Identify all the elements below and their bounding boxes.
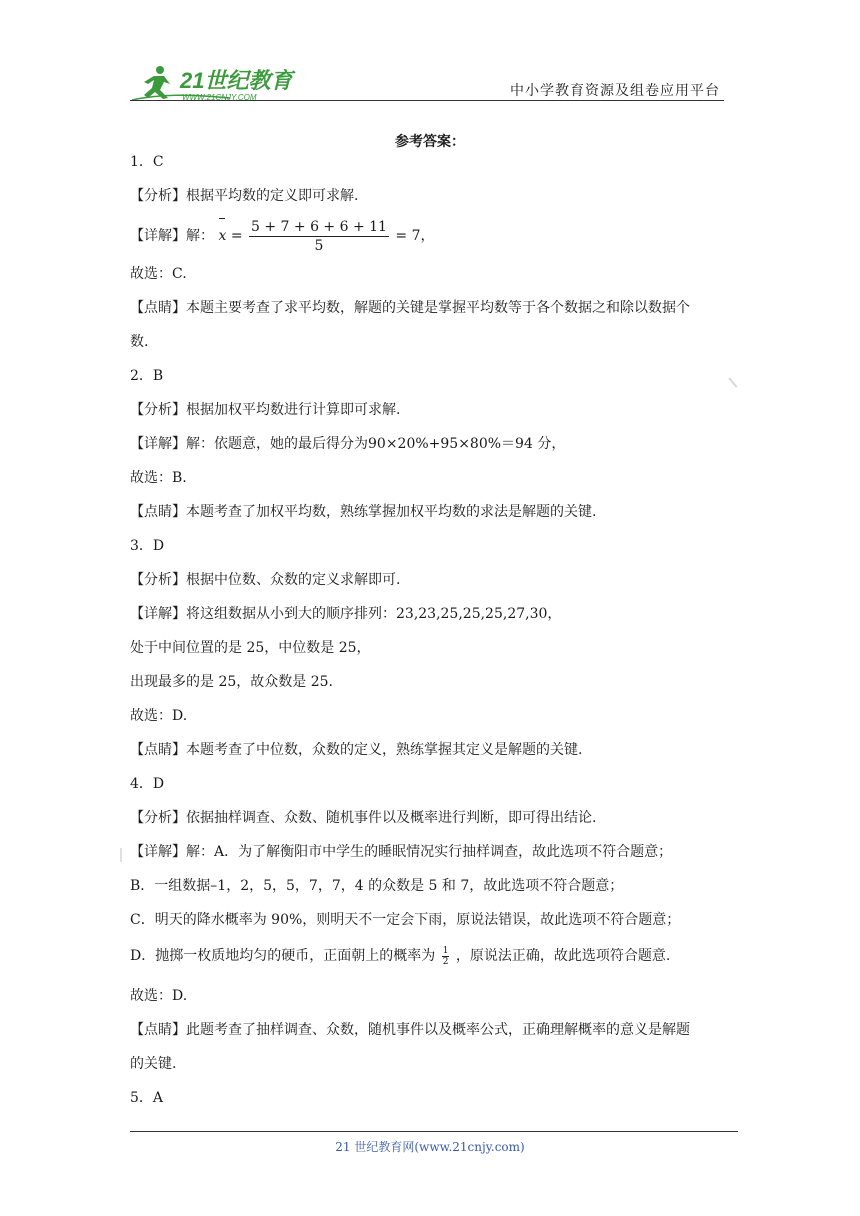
header-rule [130, 100, 724, 101]
q1-fraction-numerator: 5 + 7 + 6 + 6 + 11 [251, 218, 387, 235]
q2-comment: 【点睛】本题考查了加权平均数，熟练掌握加权平均数的求法是解题的关键. [130, 504, 597, 520]
q2-analysis: 【分析】根据加权平均数进行计算即可求解. [130, 402, 401, 418]
platform-name: 中小学教育资源及组卷应用平台 [510, 83, 720, 99]
q3-analysis: 【分析】根据中位数、众数的定义求解即可. [130, 572, 401, 588]
q3-choice: 故选：D. [130, 708, 188, 724]
q2-detail: 【详解】解：依题意，她的最后得分为90×20%+95×80%＝94 分， [130, 436, 566, 452]
q3-detail-mode: 出现最多的是 25，故众数是 25. [130, 674, 333, 690]
q1-detail [130, 216, 435, 256]
q1-detail-suffix: = 7， [395, 228, 435, 244]
q4-answer: 4．D [130, 776, 165, 792]
runner-logo-icon [130, 60, 320, 102]
logo [130, 60, 320, 102]
scan-mark [120, 848, 122, 862]
q4-analysis: 【分析】依据抽样调查、众数、随机事件以及概率进行判断，即可得出结论. [130, 810, 597, 826]
footer-rule [130, 1131, 738, 1132]
q4-detail-d [130, 942, 670, 970]
q3-comment: 【点睛】本题考查了中位数，众数的定义，熟练掌握其定义是解题的关键. [130, 742, 583, 758]
q4-choice: 故选：D. [130, 988, 188, 1004]
q4-fraction-denominator: 2 [442, 956, 449, 967]
q2-answer: 2．B [130, 368, 164, 384]
q4-comment: 【点睛】此题考查了抽样调查、众数，随机事件以及概率公式，正确理解概率的意义是解题 [130, 1022, 690, 1038]
q1-answer: 1．C [130, 154, 164, 170]
q4-detail-b: B．一组数据–1，2，5，5，7，7，4 的众数是 5 和 7，故此选项不符合题意； [130, 878, 624, 894]
svg-text:21世纪教育: 21世纪教育 [180, 68, 293, 93]
q1-fraction [249, 218, 389, 255]
q4-detail-d-prefix: D．抛掷一枚质地均匀的硬币，正面朝上的概率为 [130, 948, 436, 964]
q4-detail-d-suffix: ，原说法正确，故此选项符合题意. [455, 948, 671, 964]
svg-text:WWW.21CNJY.COM: WWW.21CNJY.COM [182, 93, 257, 102]
q4-comment-cont: 的关键. [130, 1056, 177, 1072]
scan-mark [728, 372, 743, 388]
page-footer: 21 世纪教育网(www.21cnjy.com) [335, 1140, 525, 1154]
q3-detail: 【详解】将这组数据从小到大的顺序排列：23,23,25,25,25,27,30， [130, 606, 562, 622]
q1-fraction-denominator: 5 [314, 237, 324, 254]
x-bar-symbol: x [218, 216, 226, 256]
q3-answer: 3．D [130, 538, 165, 554]
q1-comment: 【点睛】本题主要考查了求平均数，解题的关键是掌握平均数等于各个数据之和除以数据个 [130, 300, 690, 316]
q1-detail-prefix: 【详解】解： [130, 228, 214, 244]
q4-fraction [442, 946, 450, 967]
q4-detail-a: 【详解】解：A．为了解衡阳市中学生的睡眠情况实行抽样调查，故此选项不符合题意； [130, 844, 673, 860]
q1-choice: 故选：C. [130, 266, 187, 282]
q2-choice: 故选：B. [130, 470, 187, 486]
q5-answer: 5．A [130, 1090, 164, 1106]
page-title: 参考答案： [395, 134, 465, 150]
q3-detail-median: 处于中间位置的是 25，中位数是 25， [130, 640, 371, 656]
q4-fraction-numerator: 1 [442, 945, 449, 956]
q1-comment-cont: 数. [130, 334, 149, 350]
q1-analysis: 【分析】根据平均数的定义即可求解. [130, 188, 359, 204]
q4-detail-c: C．明天的降水概率为 90%，则明天不一定会下雨，原说法错误，故此选项不符合题意； [130, 912, 681, 928]
q1-detail-eq: = [230, 228, 243, 244]
page-header [130, 60, 724, 104]
